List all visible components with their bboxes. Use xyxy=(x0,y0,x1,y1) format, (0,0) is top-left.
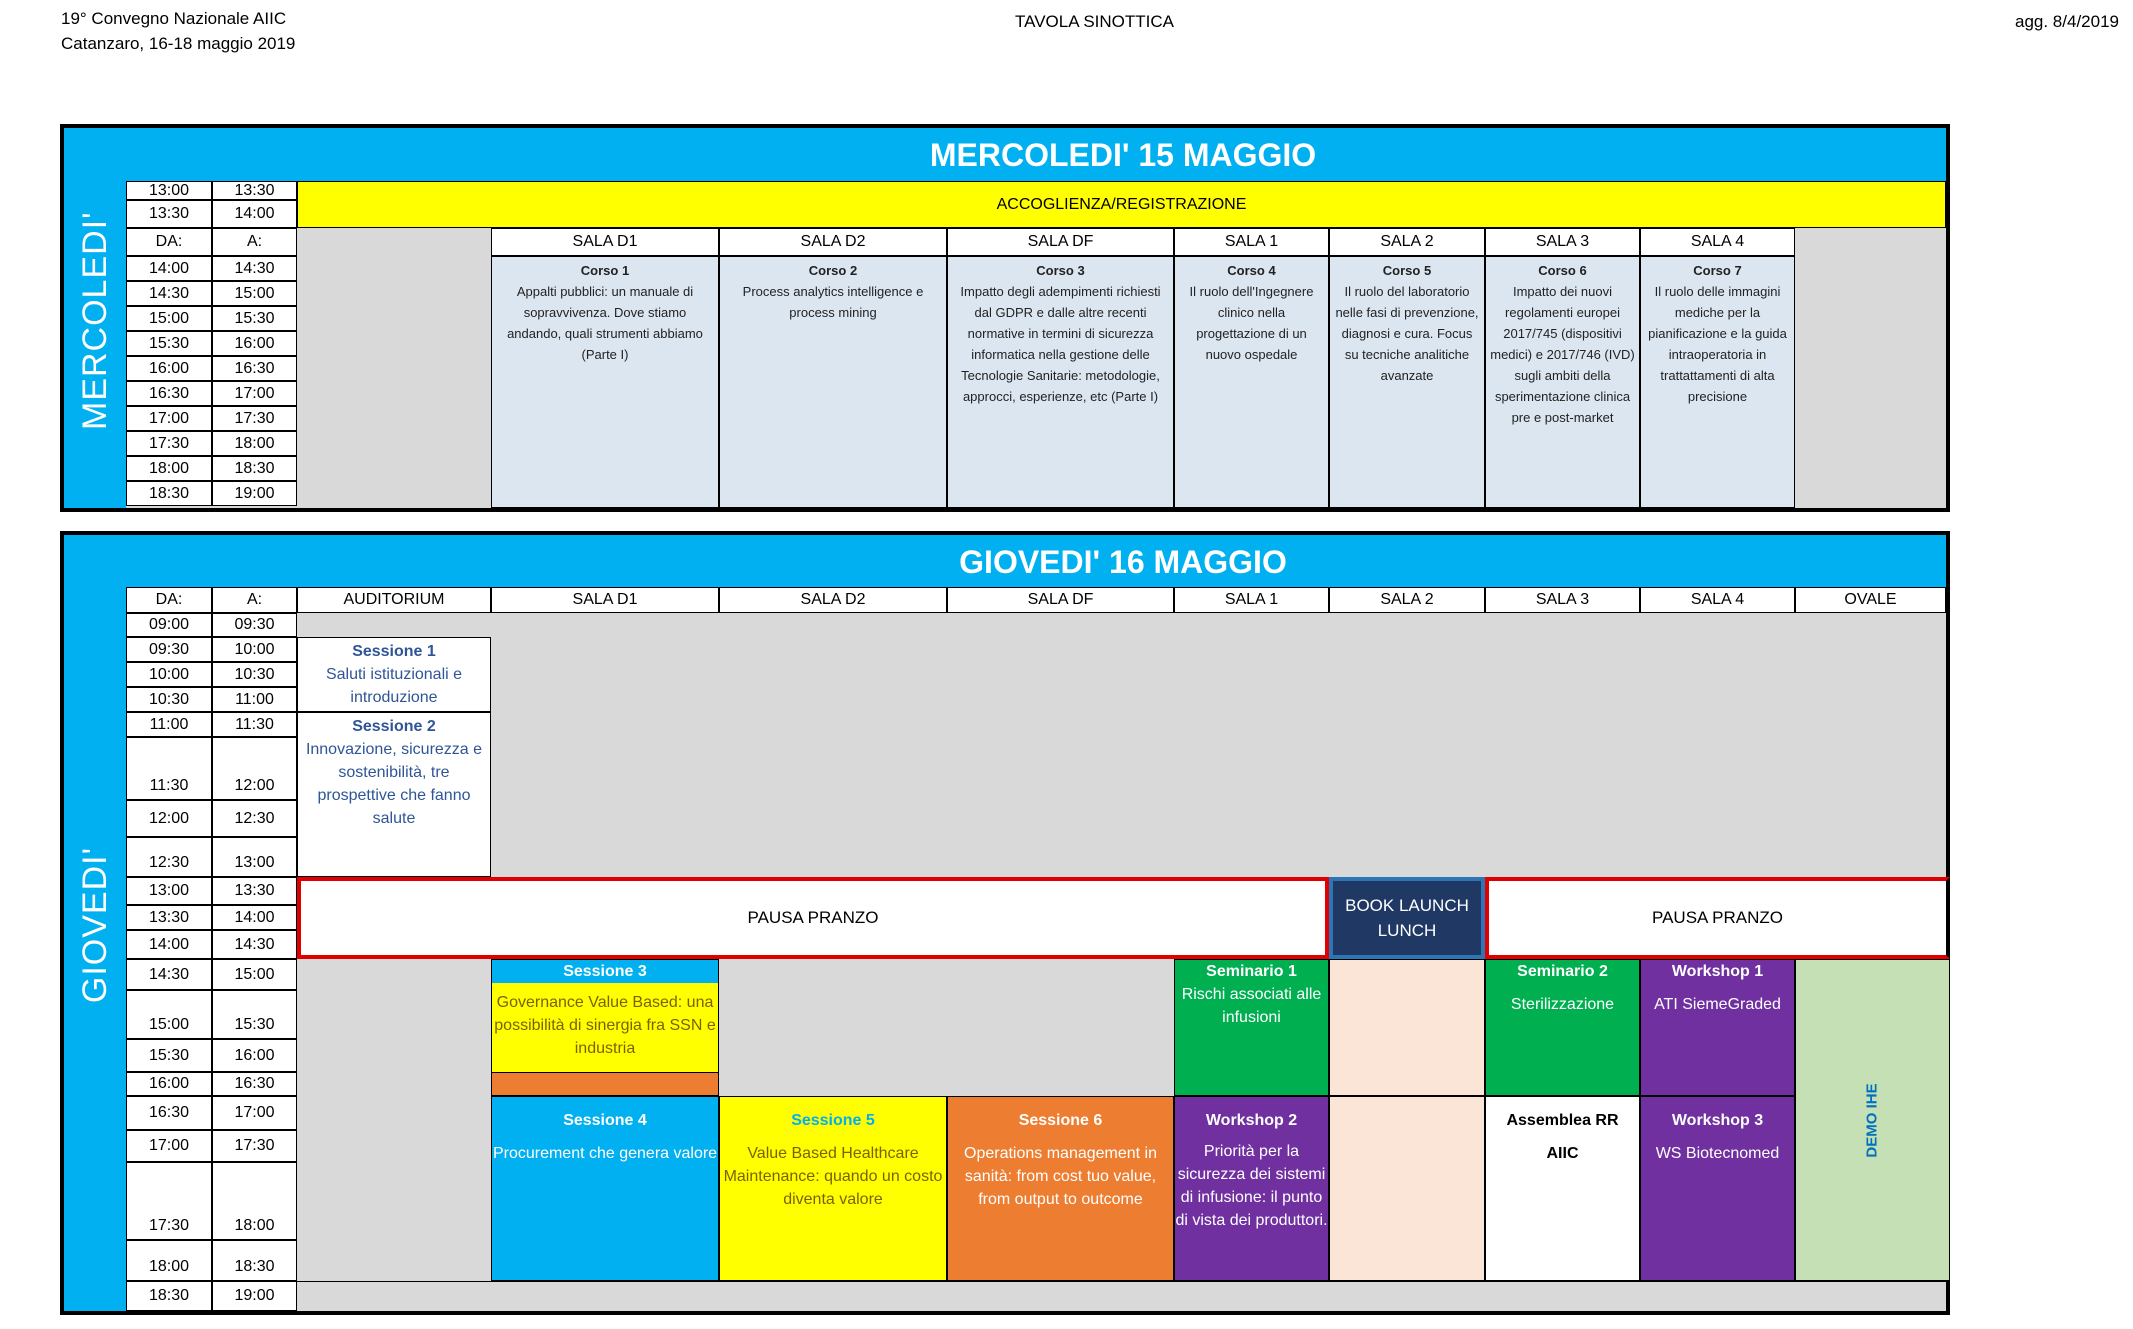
day1-course-title: Corso 3 xyxy=(1036,263,1085,278)
day1-course-text: Il ruolo del laboratorio nelle fasi di prevenzione, diagnosi e cura. Focus su tecniche analitiche avanzate xyxy=(1335,284,1479,383)
day2-time-to: 10:00 xyxy=(212,637,297,662)
demo-ihe[interactable] xyxy=(1795,959,1950,1281)
day2-time-to: 15:00 xyxy=(212,959,297,990)
day2-time-to: 18:30 xyxy=(212,1240,297,1281)
pausa-pranzo-left xyxy=(297,877,1329,959)
sessione-1-text: Saluti istituzionali e introduzione xyxy=(325,666,463,706)
day2-room-header: SALA D1 xyxy=(491,587,719,613)
day1-course-text: Appalti pubblici: un manuale di sopravvivenza. Dove stiamo andando, quali strumenti abbiamo (Parte I) xyxy=(507,284,703,362)
day1-course-text: Impatto degli adempimenti richiesti dal GDPR e dalle altre recenti normative in termini di sicurezza informatica nella gestione delle Tecnologie Sanitarie: metodologie, approcci, esperienze, etc (Parte I) xyxy=(960,284,1161,404)
assemblea-rr-title: Assemblea RR xyxy=(1506,1112,1619,1129)
day2-room-header: AUDITORIUM xyxy=(297,587,491,613)
day1-time-to: A: xyxy=(212,228,297,256)
sessione-2-title: Sessione 2 xyxy=(352,718,436,735)
day1-course-title: Corso 4 xyxy=(1227,263,1276,278)
day2-time-from: 13:00 xyxy=(126,877,212,905)
day1-time-from: 14:30 xyxy=(126,281,212,306)
day2-time-to: 14:30 xyxy=(212,930,297,959)
day1-room-header: SALA D1 xyxy=(491,228,719,256)
seminario-2-title: Seminario 2 xyxy=(1517,963,1608,980)
day1-time-to: 18:30 xyxy=(212,456,297,481)
day2-time-from: 17:00 xyxy=(126,1130,212,1162)
sessione-6[interactable] xyxy=(947,1096,1174,1281)
day1-course-7[interactable] xyxy=(1640,256,1795,508)
sessione-2-text: Innovazione, sicurezza e sostenibilità, tre prospettive che fanno salute xyxy=(305,741,483,827)
accoglienza-registrazione-banner: ACCOGLIENZA/REGISTRAZIONE xyxy=(297,181,1946,228)
seminario-1-text: Rischi associati alle infusioni xyxy=(1181,986,1322,1026)
day2-time-from: 16:00 xyxy=(126,1072,212,1096)
day2-time-from: 10:00 xyxy=(126,662,212,687)
pausa-pranzo-left-label: PAUSA PRANZO xyxy=(747,908,879,927)
day1-time-from: 16:00 xyxy=(126,356,212,381)
header-update-date: agg. 8/4/2019 xyxy=(2015,12,2119,31)
workshop-1[interactable] xyxy=(1640,959,1795,1096)
pausa-pranzo-right xyxy=(1485,877,1950,959)
day2-time-from: 18:30 xyxy=(126,1281,212,1311)
day1-time-from: 15:30 xyxy=(126,331,212,356)
day2-title: GIOVEDI' 16 MAGGIO xyxy=(959,544,1287,580)
day2-time-to: 13:30 xyxy=(212,877,297,905)
day2-room-header: SALA 4 xyxy=(1640,587,1795,613)
day1-time-to: 19:00 xyxy=(212,481,297,506)
sessione-2[interactable] xyxy=(297,712,491,877)
workshop-2[interactable] xyxy=(1174,1096,1329,1281)
sessione-5[interactable] xyxy=(719,1096,947,1281)
day1-course-title: Corso 5 xyxy=(1382,263,1432,278)
day1-room-header: SALA D2 xyxy=(719,228,947,256)
day1-time-to: 16:30 xyxy=(212,356,297,381)
header-event-name: 19° Convegno Nazionale AIIC xyxy=(61,9,287,28)
day1-course-2[interactable] xyxy=(719,256,947,508)
day1-course-3[interactable] xyxy=(947,256,1174,508)
day2-time-to: 19:00 xyxy=(212,1281,297,1311)
day1-title: MERCOLEDI' 15 MAGGIO xyxy=(929,137,1317,173)
workshop-2-title: Workshop 2 xyxy=(1205,1112,1298,1129)
day2-col-a: A: xyxy=(212,587,297,613)
pausa-pranzo-right-label: PAUSA PRANZO xyxy=(1652,908,1783,927)
day1-time-from: 18:00 xyxy=(126,456,212,481)
sessione-1[interactable] xyxy=(297,637,491,712)
assemblea-rr[interactable] xyxy=(1485,1096,1640,1281)
day1-time-to: 15:00 xyxy=(212,281,297,306)
day1-time-to: 13:30 xyxy=(212,181,297,200)
day1-time-from: 14:00 xyxy=(126,256,212,281)
day2-time-from: 09:30 xyxy=(126,637,212,662)
day2-time-from: 09:00 xyxy=(126,613,212,637)
sessione-3-text: Governance Value Based: una possibilità di sinergia fra SSN e industria xyxy=(494,994,716,1057)
day2-time-from: 18:00 xyxy=(126,1240,212,1281)
day2-time-from: 15:30 xyxy=(126,1039,212,1072)
day2-time-to: 16:30 xyxy=(212,1072,297,1096)
day2-time-from: 15:00 xyxy=(126,990,212,1039)
day1-room-header: SALA 3 xyxy=(1485,228,1640,256)
day2-time-from: 12:30 xyxy=(126,837,212,877)
seminario-2[interactable] xyxy=(1485,959,1640,1096)
day1-time-from: 17:00 xyxy=(126,406,212,431)
day2-room-header: OVALE xyxy=(1795,587,1946,613)
day2-room-header: SALA DF xyxy=(947,587,1174,613)
workshop-2-text: Priorità per la sicurezza dei sistemi di infusione: il punto di vista dei produttori. xyxy=(1175,1143,1328,1229)
seminario-1[interactable] xyxy=(1174,959,1329,1096)
workshop-3[interactable] xyxy=(1640,1096,1795,1281)
seminario-1-title: Seminario 1 xyxy=(1206,963,1297,980)
day1-course-1[interactable] xyxy=(491,256,719,508)
day2-room-header: SALA 2 xyxy=(1329,587,1485,613)
day2-last-row xyxy=(297,1281,1946,1311)
day2-time-from: 14:00 xyxy=(126,930,212,959)
sessione-3-title: Sessione 3 xyxy=(492,960,718,983)
day1-course-title: Corso 6 xyxy=(1538,263,1587,278)
day1-course-title: Corso 7 xyxy=(1693,263,1742,278)
workshop-3-title: Workshop 3 xyxy=(1671,1112,1764,1129)
sessione-5-text: Value Based Healthcare Maintenance: quando un costo diventa valore xyxy=(723,1145,943,1208)
day1-time-from: 13:30 xyxy=(126,200,212,228)
assemblea-rr-text: AIIC xyxy=(1546,1145,1579,1162)
day1-time-to: 18:00 xyxy=(212,431,297,456)
book-launch-lunch-label: BOOK LAUNCH LUNCH xyxy=(1345,896,1469,940)
day1-time-to: 17:00 xyxy=(212,381,297,406)
day2-time-to: 17:00 xyxy=(212,1096,297,1130)
day1-time-to: 14:00 xyxy=(212,200,297,228)
day1-course-text: Il ruolo delle immagini mediche per la pianificazione e la guida intraoperatoria in trattattamenti di alta precisione xyxy=(1648,284,1787,404)
workshop-3-text: WS Biotecnomed xyxy=(1655,1145,1780,1162)
day2-room-header: SALA 3 xyxy=(1485,587,1640,613)
seminario-2-text: Sterilizzazione xyxy=(1510,996,1615,1013)
day1-course-title: Corso 1 xyxy=(580,263,630,278)
day2-time-to: 12:30 xyxy=(212,800,297,837)
demo-ihe-label: DEMO IHE xyxy=(1864,1082,1881,1158)
book-launch-lunch[interactable] xyxy=(1329,877,1485,959)
sessione-3-footer xyxy=(491,1072,719,1096)
sessione-5-title: Sessione 5 xyxy=(791,1112,875,1129)
sessione-4[interactable] xyxy=(491,1096,719,1281)
day2-time-from: 17:30 xyxy=(126,1162,212,1240)
day1-course-text: Process analytics intelligence e process mining xyxy=(742,284,924,320)
sessione-4-title: Sessione 4 xyxy=(563,1112,647,1129)
day2-time-from: 12:00 xyxy=(126,800,212,837)
day2-time-to: 15:30 xyxy=(212,990,297,1039)
day1-course-6[interactable] xyxy=(1485,256,1640,508)
day1-time-from: 15:00 xyxy=(126,306,212,331)
day2-time-to: 14:00 xyxy=(212,905,297,930)
day1-time-from: 17:30 xyxy=(126,431,212,456)
sala2-slot-afternoon-1 xyxy=(1329,959,1485,1096)
day2-time-from: 11:00 xyxy=(126,712,212,737)
day2-time-from: 13:30 xyxy=(126,905,212,930)
day1-course-text: Il ruolo dell'Ingegnere clinico nella progettazione di un nuovo ospedale xyxy=(1189,284,1314,362)
sessione-6-title: Sessione 6 xyxy=(1018,1112,1103,1129)
day1-room-header: SALA DF xyxy=(947,228,1174,256)
sala2-slot-afternoon-2 xyxy=(1329,1096,1485,1281)
day1-room-header: SALA 4 xyxy=(1640,228,1795,256)
day1-course-text: Impatto dei nuovi regolamenti europei 2017/745 (dispositivi medici) e 2017/746 (IVD) sugli ambiti della sperimentazione clinica pre e post-market xyxy=(1490,284,1635,425)
day2-time-to: 12:00 xyxy=(212,737,297,800)
day2-col-da: DA: xyxy=(126,587,212,613)
workshop-1-title: Workshop 1 xyxy=(1671,963,1764,980)
day2-time-to: 13:00 xyxy=(212,837,297,877)
sessione-4-text: Procurement che genera valore xyxy=(492,1145,718,1162)
day2-room-header: SALA D2 xyxy=(719,587,947,613)
day2-time-from: 16:30 xyxy=(126,1096,212,1130)
day2-time-from: 10:30 xyxy=(126,687,212,712)
day2-time-to: 18:00 xyxy=(212,1162,297,1240)
day2-side-label: GIOVEDI' xyxy=(76,846,114,1004)
day1-time-to: 16:00 xyxy=(212,331,297,356)
sessione-6-text: Operations management in sanità: from cost tuo value, from output to outcome xyxy=(964,1145,1157,1208)
workshop-1-text: ATI SiemeGraded xyxy=(1654,996,1781,1013)
day1-time-to: 15:30 xyxy=(212,306,297,331)
day1-room-header: SALA 1 xyxy=(1174,228,1329,256)
header-doc-title: TAVOLA SINOTTICA xyxy=(1015,12,1175,31)
day2-time-to: 16:00 xyxy=(212,1039,297,1072)
day2-time-to: 11:30 xyxy=(212,712,297,737)
day2-time-to: 09:30 xyxy=(212,613,297,637)
day1-time-from: 18:30 xyxy=(126,481,212,506)
sessione-1-title: Sessione 1 xyxy=(352,643,436,660)
day2-time-from: 11:30 xyxy=(126,737,212,800)
day1-time-to: 17:30 xyxy=(212,406,297,431)
day2-time-from: 14:30 xyxy=(126,959,212,990)
day1-room-header: SALA 2 xyxy=(1329,228,1485,256)
header-event-place: Catanzaro, 16-18 maggio 2019 xyxy=(61,34,296,53)
day2-time-to: 11:00 xyxy=(212,687,297,712)
day1-course-4[interactable] xyxy=(1174,256,1329,508)
day1-time-from: DA: xyxy=(126,228,212,256)
day1-course-5[interactable] xyxy=(1329,256,1485,508)
day2-time-to: 17:30 xyxy=(212,1130,297,1162)
day2-time-to: 10:30 xyxy=(212,662,297,687)
day1-side-label: MERCOLEDI' xyxy=(76,211,114,430)
day1-time-to: 14:30 xyxy=(212,256,297,281)
day1-time-from: 16:30 xyxy=(126,381,212,406)
day1-time-from: 13:00 xyxy=(126,181,212,200)
day2-room-header: SALA 1 xyxy=(1174,587,1329,613)
day1-course-title: Corso 2 xyxy=(808,263,858,278)
